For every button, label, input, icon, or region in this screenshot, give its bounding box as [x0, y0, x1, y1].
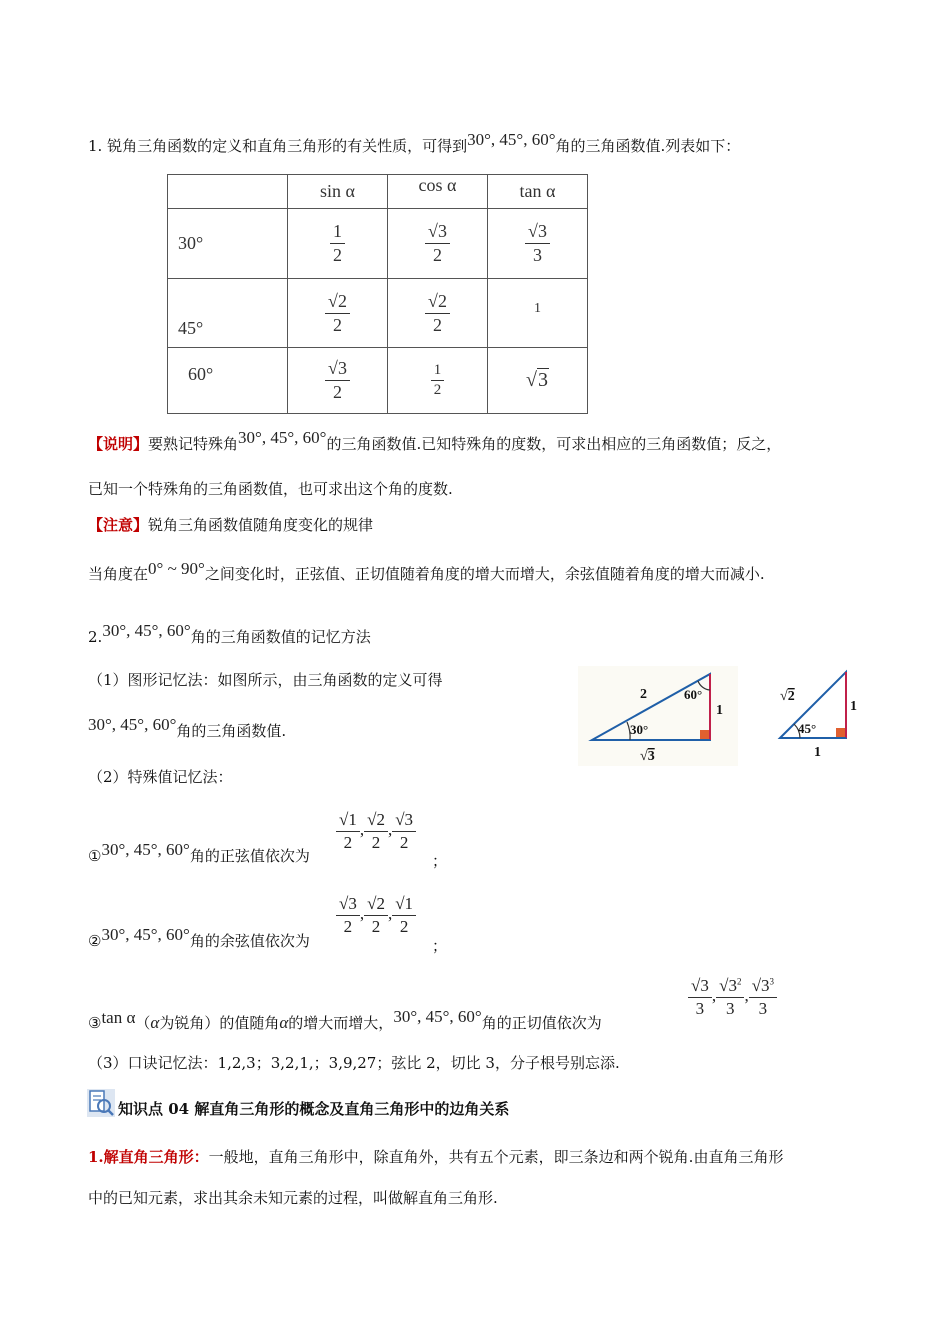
table-cell-sin45: $\frac{√2}{2}$	[288, 279, 388, 348]
note2-line2: 当角度在0° ~ 90°之间变化时，正弦值、正切值随着角度的增大而增大，余弦值随着角度的增大而减小.	[88, 559, 765, 583]
note1-angles: 30°, 45°, 60°	[238, 428, 327, 447]
triangle2-right-angle	[836, 728, 845, 737]
trig-value-table	[167, 174, 588, 414]
triangle2-side-label: 1	[850, 699, 857, 714]
note2-label: 【注意】	[88, 516, 149, 534]
table-header-cos: cos α	[388, 175, 488, 209]
section2-line: 2.30°, 45°, 60°角的三角函数值的记忆方法	[88, 621, 371, 646]
knowledge-point-icon	[86, 1088, 116, 1118]
section1-line	[88, 130, 741, 157]
triangle1-right-angle	[700, 730, 709, 739]
item2-values: $\frac{√3}{2}$ , $\frac{√2}{2}$ , $\frac{√1}{2}$	[336, 894, 416, 936]
item2-line: ②30°, 45°, 60°角的余弦值依次为	[88, 925, 310, 950]
table-row-30-angle: 30°	[168, 209, 288, 279]
triangle1-top-angle-label: 60°	[684, 687, 703, 702]
method3-line: （3）口诀记忆法：1,2,3；3,2,1,；3,9,27；弦比 2，切比 3，分子根号别忘添.	[88, 1054, 620, 1072]
section1-prefix: 1. 锐角三角函数的定义和直角三角形的有关性质，可得到	[88, 137, 468, 155]
table-header-sin: sin α	[288, 175, 388, 209]
triangle-30-60-diagram	[578, 666, 738, 766]
table-row-45-angle: 45°	[168, 279, 288, 348]
item3-line: ③tan α（α为锐角）的值随角α的增大而增大，30°, 45°, 60°角的正切值依次为	[88, 1007, 602, 1032]
triangle1-base-label: √3	[640, 749, 655, 764]
note2-range: 0° ~ 90°	[148, 559, 205, 578]
item3-values: $\frac{√3}{3}$ , $\frac{√3^2}{3}$ , $\frac{√3^3}{3}$	[688, 976, 777, 1018]
note1-label: 【说明】	[88, 435, 149, 453]
triangle-45-diagram	[772, 666, 868, 762]
note2-line1: 【注意】锐角三角函数值随角度变化的规律	[88, 516, 374, 534]
triangle1-base-angle-label: 30°	[630, 722, 649, 737]
table-header-empty	[168, 175, 288, 209]
triangle1-bg	[578, 666, 738, 766]
triangle1-side-label: 1	[716, 703, 723, 718]
definition-line2: 中的已知元素，求出其余未知元素的过程，叫做解直角三角形.	[88, 1189, 498, 1207]
table-header-tan: tan α	[488, 175, 588, 209]
item1-angles: 30°, 45°, 60°	[101, 840, 190, 859]
table-cell-cos45: $\frac{√2}{2}$	[388, 279, 488, 348]
method1-line1: （1）图形记忆法：如图所示，由三角函数的定义可得	[88, 671, 443, 689]
item3-tan: tan α	[101, 1008, 136, 1027]
table-cell-sin60: $\frac{√3}{2}$	[288, 348, 388, 414]
note1-line2: 已知一个特殊角的三角函数值，也可求出这个角的度数.	[88, 480, 453, 498]
method1-line2: 30°, 45°, 60°角的三角函数值.	[88, 715, 287, 740]
table-cell-cos60: $\frac{1}{2}$	[388, 348, 488, 414]
table-cell-tan60: √3	[488, 348, 588, 414]
method1-angles: 30°, 45°, 60°	[88, 715, 177, 734]
item1-line: ①30°, 45°, 60°角的正弦值依次为	[88, 840, 310, 865]
method2-line: （2）特殊值记忆法：	[88, 768, 233, 786]
triangle2-base-label: 1	[814, 745, 821, 760]
item2-end: ；	[432, 937, 448, 955]
item1-values: $\frac{√1}{2}$ , $\frac{√2}{2}$ , $\frac{√3}{2}$	[336, 810, 416, 852]
definition-line1: 1.解直角三角形：一般地，直角三角形中，除直角外，共有五个元素，即三条边和两个锐角.由直角三角形	[88, 1148, 784, 1166]
table-cell-tan45: 1	[488, 279, 588, 348]
definition-label: 1.解直角三角形：	[88, 1148, 209, 1166]
item1-end: ；	[432, 852, 448, 870]
triangle2-angle-label: 45°	[798, 721, 817, 736]
table-cell-sin30: $\frac{1}{2}$	[288, 209, 388, 279]
item3-angles: 30°, 45°, 60°	[393, 1007, 482, 1026]
section1-suffix: 角的三角函数值.列表如下：	[555, 137, 741, 155]
item2-angles: 30°, 45°, 60°	[101, 925, 190, 944]
table-cell-cos30: $\frac{√3}{2}$	[388, 209, 488, 279]
knowledge-title: 知识点 04 解直角三角形的概念及直角三角形中的边角关系	[118, 1100, 510, 1118]
triangle2-hyp-label: √2	[780, 689, 795, 704]
section1-angles: 30°, 45°, 60°	[467, 130, 556, 149]
table-cell-tan30: $\frac{√3}{3}$	[488, 209, 588, 279]
note1-line1: 【说明】要熟记特殊角30°, 45°, 60°的三角函数值.已知特殊角的度数，可求出相应的三角函数值；反之，	[88, 428, 782, 453]
table-row-60-angle: 60°	[168, 348, 288, 414]
triangle1-hyp-label: 2	[640, 687, 647, 702]
section2-angles: 30°, 45°, 60°	[102, 621, 191, 640]
